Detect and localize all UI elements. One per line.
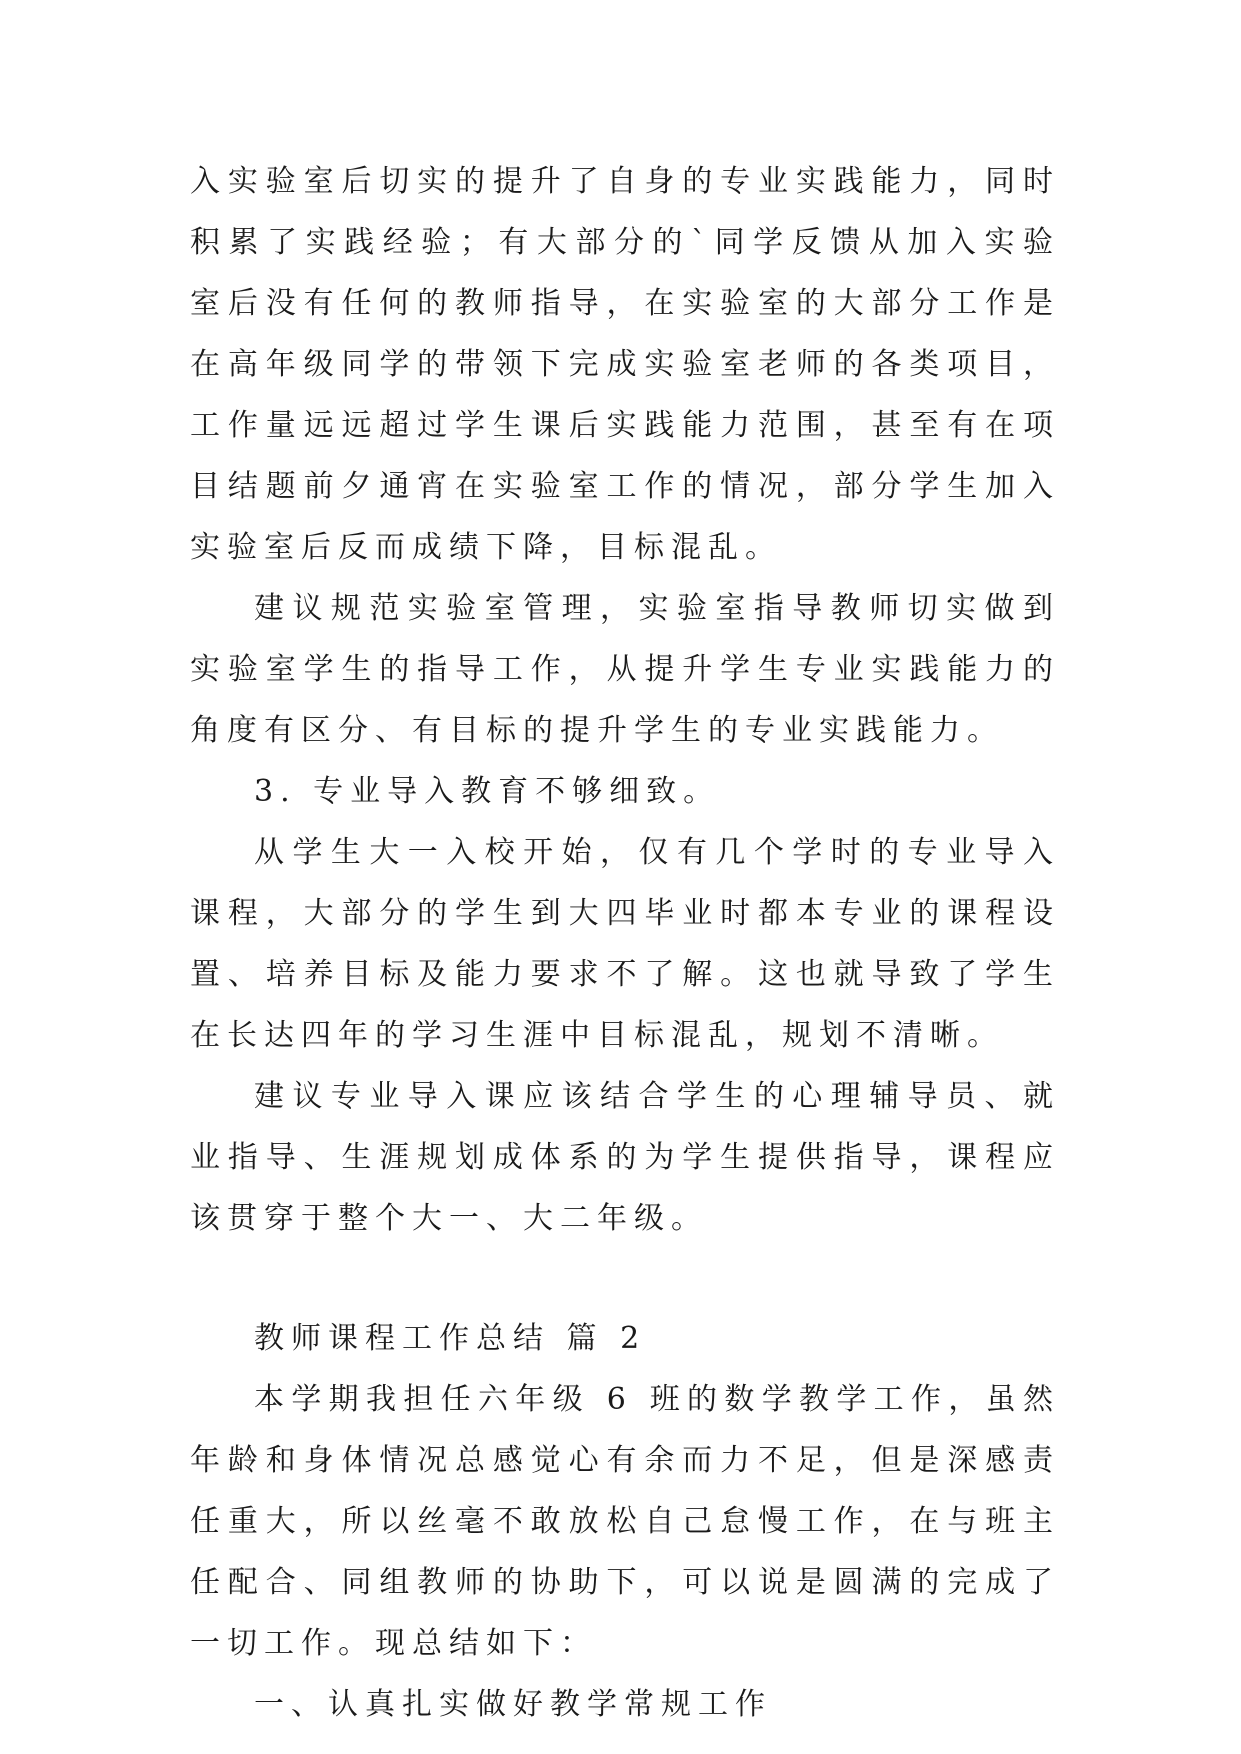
paragraph-orientation-issue: 从学生大一入校开始，仅有几个学时的专业导入课程，大部分的学生到大四毕业时都本专业的课程设置、培养目标及能力要求不了解。这也就导致了学生在长达四年的学习生涯中目标混乱，规划不清晰。 — [190, 835, 1060, 1053]
paragraph-subheading-1: 一、认真扎实做好教学常规工作 — [254, 1687, 772, 1722]
paragraph-lab-suggestion: 建议规范实验室管理，实验室指导教师切实做到实验室学生的指导工作，从提升学生专业实践能力的角度有区分、有目标的提升学生的专业实践能力。 — [190, 591, 1060, 748]
document-body — [190, 151, 1060, 1735]
paragraph-lab-feedback: 入实验室后切实的提升了自身的专业实践能力，同时积累了实践经验；有大部分的`同学反馈从加入实验室后没有任何的教师指导，在实验室的大部分工作是在高年级同学的带领下完成实验室老师的各类项目，工作量远远超过学生课后实践能力范围，甚至有在项目结题前夕通宵在实验室工作的情况，部分学生加入实验室后反而成绩下降，目标混乱。 — [190, 164, 1060, 565]
section-heading: 教师课程工作总结 篇 2 — [254, 1321, 647, 1356]
paragraph-orientation-suggestion: 建议专业导入课应该结合学生的心理辅导员、就业指导、生涯规划成体系的为学生提供指导，课程应该贯穿于整个大一、大二年级。 — [190, 1079, 1060, 1236]
paragraph-semester-intro: 本学期我担任六年级 6 班的数学教学工作，虽然年龄和身体情况总感觉心有余而力不足，但是深感责任重大，所以丝毫不敢放松自己怠慢工作，在与班主任配合、同组教师的协助下，可以说是圆满的完成了一切工作。现总结如下： — [190, 1382, 1060, 1661]
section-spacer — [190, 1249, 1060, 1308]
paragraph-item-3-title: 3. 专业导入教育不够细致。 — [254, 774, 721, 809]
